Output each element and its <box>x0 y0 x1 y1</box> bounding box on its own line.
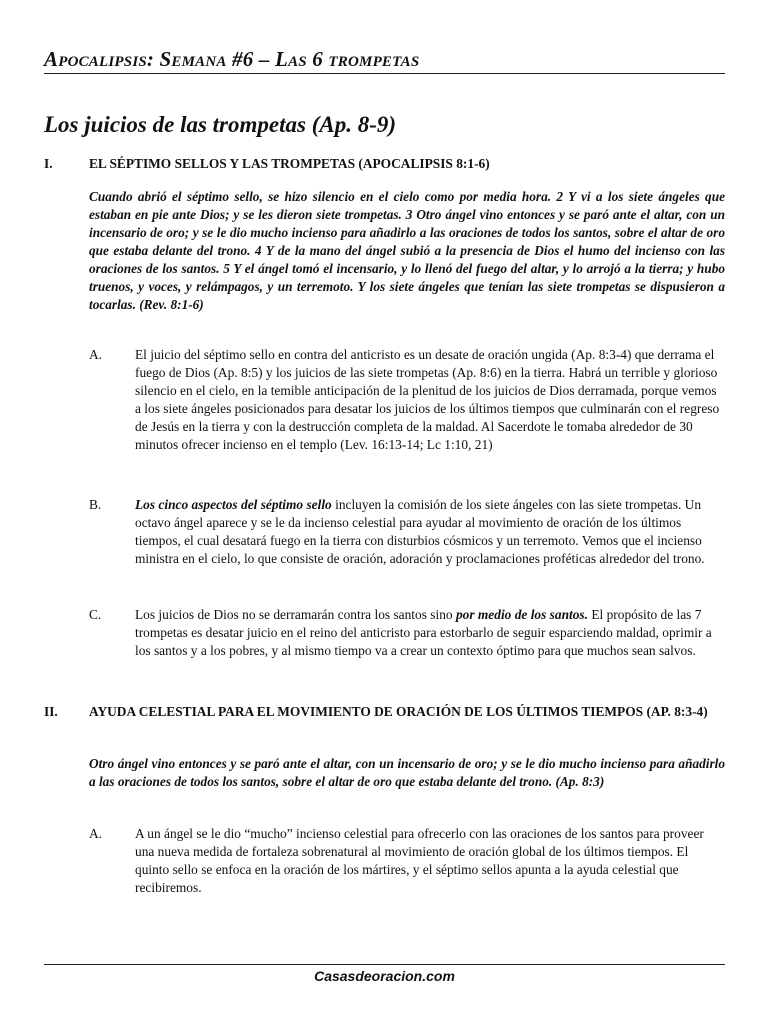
point-letter: B. <box>89 497 102 512</box>
section-numeral: II. <box>44 704 58 719</box>
scripture-quote: Cuando abrió el séptimo sello, se hizo silencio en el cielo como por media hora. 2 Y vi a los siete ángeles que estaban en pie ante Dios; y se les dieron siete trompetas. 3 Otro ángel vino entonces y se paró ante el altar, con un incensario de oro; y se le dio mucho incienso para añadirlo a las oraciones de todos los santos, sobre el altar de oro que estaba delante del trono. 4 Y de la mano del ángel subió a la presencia de Dios el humo del incienso con las oraciones de los santos. 5 Y el ángel tomó el incensario, y lo llenó del fuego del altar, y lo arrojó a la tierra; y hubo truenos, y voces, y relámpagos, y un terremoto. Y los siete ángeles que tenían las siete trompetas se dispusieron a tocarlas. (Rev. 8:1-6) <box>89 189 725 312</box>
point-2a <box>89 825 725 897</box>
section-heading-text: AYUDA CELESTIAL PARA EL MOVIMIENTO DE ORACIÓN DE LOS ÚLTIMOS TIEMPOS (AP. 8:3-4) <box>89 704 708 719</box>
point-1a <box>89 346 725 454</box>
point-letter: C. <box>89 607 102 622</box>
section-heading-2 <box>44 703 725 720</box>
point-letter: A. <box>89 826 103 841</box>
scripture-quote: Otro ángel vino entonces y se paró ante el altar, con un incensario de oro; y se le dio mucho incienso para añadirlo a las oraciones de todos los santos, sobre el altar de oro que estaba delante del trono. (Ap. 8:3) <box>89 756 725 789</box>
point-1b <box>89 496 725 568</box>
point-text: El propósito de las 7 trompetas es desatar juicio en el reino del anticristo para estorbarlo de seguir esparciendo maldad, oprimir a los santos y a los pobres, y al mismo tiempo va a crear un contexto óptimo para que muchos sean salvos. <box>135 607 712 658</box>
point-text: Los juicios de Dios no se derramarán contra los santos sino <box>135 607 456 622</box>
point-text: A un ángel se le dio “mucho” incienso celestial para ofrecerlo con las oraciones de los santos para proveer una nueva medida de fortaleza sobrenatural al movimiento de oración global de los últimos tiempos. El quinto sello se enfoca en la oración de los mártires, y el séptimo sellos apunta a la ayuda celestial que recibiremos. <box>135 826 704 895</box>
point-body <box>135 606 725 660</box>
point-text: El juicio del séptimo sello en contra del anticristo es un desate de oración ungida (Ap. 8:3-4) que derrama el fuego de Dios (Ap. 8:5) y los juicios de las siete trompetas (Ap. 8:6) en la tierra. Habrá un terrible y glorioso silencio en el cielo, en la temible anticipación de la plenitud de los juicios de Dios derramada, porque vemos a los siete ángeles posicionados para desatar los juicios de los últimos tiempos que culminarán con el regreso de Jesús en la tierra y con la destrucción completa de la maldad. Al Sacerdote le tomaba alrededor de 30 minutos ofrecer incienso en el templo (Lev. 16:13-14; Lc 1:10, 21) <box>135 347 720 452</box>
page-footer <box>44 964 725 986</box>
section-numeral: I. <box>44 156 53 171</box>
point-letter: A. <box>89 347 103 362</box>
document-title: Apocalipsis: Semana #6 – Las 6 trompetas <box>44 47 420 71</box>
section-heading-text: EL SÉPTIMO SELLOS Y LAS TROMPETAS (APOCALIPSIS 8:1-6) <box>89 156 490 171</box>
point-emphasis: por medio de los santos. <box>455 607 588 622</box>
point-text: incluyen la comisión de los siete ángeles con las siete trompetas. Un octavo ángel aparece y se le da incienso celestial para ayudar al movimiento de oración de los últimos tiempos, el cual desatará fuego en la tierra con disturbios cósmicos y un terremoto. Vemos que el incienso ministra en el cielo, lo que consiste de oración, adoración y proclamaciones proféticas alrededor del trono. <box>135 497 705 566</box>
section-heading-1 <box>44 155 725 172</box>
page-header <box>44 47 725 74</box>
point-emphasis: Los cinco aspectos del séptimo sello <box>135 497 332 512</box>
footer-site-name: Casasdeoracion.com <box>314 968 455 984</box>
point-1c <box>89 606 725 660</box>
section-title: Los juicios de las trompetas (Ap. 8-9) <box>44 112 397 137</box>
point-body <box>135 496 725 568</box>
